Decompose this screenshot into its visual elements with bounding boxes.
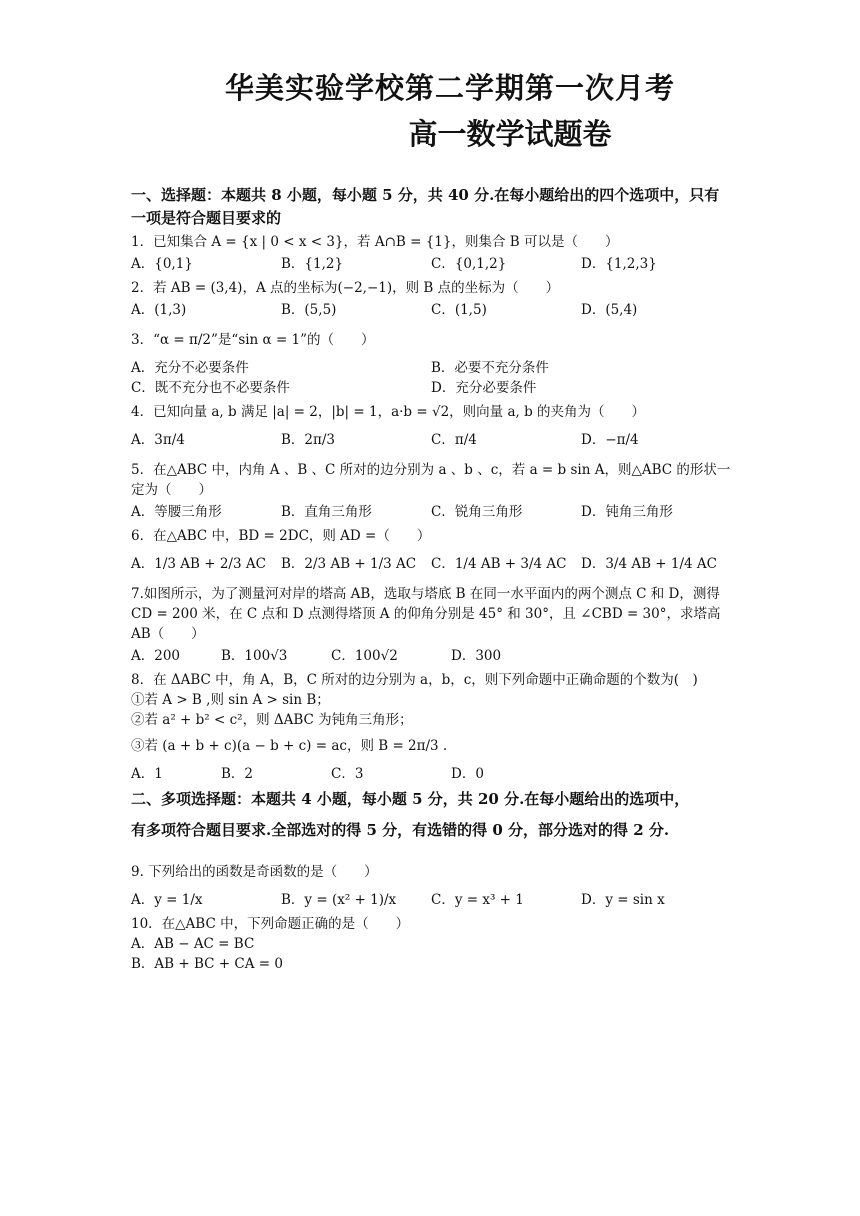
question-6: 6．在△ABC 中，BD = 2DC，则 AD =（ ） [131, 528, 431, 544]
option-a: A．{0,1} [131, 256, 193, 272]
section-2-heading-line-2: 有多项符合题目要求.全部选对的得 5 分，有选错的得 0 分，部分选对的得 2 分. [131, 821, 670, 839]
option-c: C．π/4 [431, 432, 477, 448]
question-8: 8．在 ΔABC 中，角 A，B，C 所对的边分别为 a，b，c，则下列命题中正确命题的个数为( ) [131, 672, 698, 688]
option-c: C．{0,1,2} [431, 256, 507, 272]
question-8-statement-1: ①若 A > B ,则 sin A > sin B； [131, 692, 330, 708]
question-10-option-b: B．AB + BC + CA = 0 [131, 956, 283, 972]
option-c: C．锐角三角形 [431, 504, 523, 520]
option-d: D．{1,2,3} [581, 256, 657, 272]
section-1-heading: 一、选择题：本题共 8 小题，每小题 5 分，共 40 分.在每小题给出的四个选项中，只有一项是符合题目要求的 [131, 186, 720, 227]
option-b: B．(5,5) [281, 302, 337, 318]
question-6-options [131, 554, 731, 574]
question-2: 2．若 AB = (3,4)，A 点的坐标为(−2,−1)，则 B 点的坐标为（ ） [131, 280, 560, 296]
section-2-heading-line-1: 二、多项选择题：本题共 4 小题，每小题 5 分，共 20 分.在每小题给出的选项中， [131, 790, 690, 808]
option-a: A．等腰三角形 [131, 504, 222, 520]
question-8-statement-2: ②若 a² + b² < c²，则 ΔABC 为钝角三角形； [131, 712, 413, 728]
option-d: D．3/4 AB + 1/4 AC [581, 556, 718, 572]
option-b: B．2π/3 [281, 432, 336, 448]
option-d: D．充分必要条件 [431, 380, 537, 396]
option-c: C．既不充分也不必要条件 [131, 380, 290, 396]
option-a: A．200 [131, 648, 181, 664]
exam-title: 华美实验学校第二学期第一次月考 [224, 71, 675, 105]
question-10: 10．在△ABC 中，下列命题正确的是（ ） [131, 916, 410, 932]
option-c: C．100√2 [331, 648, 398, 664]
question-9: 9. 下列给出的函数是奇函数的是（ ） [131, 864, 378, 880]
question-7: 7.如图所示，为了测量河对岸的塔高 AB，选取与塔底 B 在同一水平面内的两个测点 C 和 D，测得 CD = 200 米，在 C 点和 D 点测得塔顶 A 的仰角分别是 45° 和 30°，且 ∠CBD = 30°，求塔高 AB（ ） [131, 586, 721, 642]
option-b: B．2/3 AB + 1/3 AC [281, 556, 417, 572]
question-9-options [131, 890, 731, 910]
question-1-options [131, 254, 731, 274]
question-1: 1．已知集合 A = {x | 0 < x < 3}，若 A∩B = {1}，则集合 B 可以是（ ） [131, 234, 619, 250]
option-a: A．1/3 AB + 2/3 AC [131, 556, 266, 572]
option-d: D．−π/4 [581, 432, 639, 448]
question-4: 4．已知向量 a, b 满足 |a| = 2，|b| = 1，a·b = √2，则向量 a, b 的夹角为（ ） [131, 404, 646, 420]
option-d: D．y = sin x [581, 892, 665, 908]
exam-content [131, 184, 731, 974]
option-a: A．3π/4 [131, 432, 185, 448]
option-a: A．(1,3) [131, 302, 187, 318]
question-3-options [131, 358, 731, 398]
option-a: A．充分不必要条件 [131, 360, 249, 376]
question-5: 5．在△ABC 中，内角 A 、B 、C 所对的边分别为 a 、b 、c，若 a = b sin A，则△ABC 的形状一定为（ ） [131, 462, 731, 498]
option-d: D．钝角三角形 [581, 504, 673, 520]
option-c: C．(1,5) [431, 302, 487, 318]
option-c: C．y = x³ + 1 [431, 892, 524, 908]
question-5-options [131, 502, 731, 522]
question-10-option-a: A．AB − AC = BC [131, 936, 255, 952]
option-c: C．1/4 AB + 3/4 AC [431, 556, 567, 572]
option-a: A．y = 1/x [131, 892, 203, 908]
option-d: D．300 [451, 648, 502, 664]
option-b: B．y = (x² + 1)/x [281, 892, 397, 908]
option-b: B．2 [221, 766, 254, 782]
question-7-options [131, 646, 731, 666]
option-b: B．必要不充分条件 [431, 360, 549, 376]
option-b: B．{1,2} [281, 256, 344, 272]
exam-subtitle: 高一数学试题卷 [408, 117, 612, 151]
option-d: D．0 [451, 766, 484, 782]
question-2-options [131, 300, 731, 320]
question-3: 3．“α = π/2”是“sin α = 1”的（ ） [131, 332, 375, 348]
option-d: D．(5,4) [581, 302, 638, 318]
question-8-statement-3: ③若 (a + b + c)(a − b + c) = ac，则 B = 2π/3 . [131, 738, 448, 754]
option-b: B．直角三角形 [281, 504, 372, 520]
question-8-options [131, 764, 731, 784]
option-a: A．1 [131, 766, 163, 782]
question-4-options [131, 430, 731, 450]
option-c: C．3 [331, 766, 364, 782]
option-b: B．100√3 [221, 648, 288, 664]
